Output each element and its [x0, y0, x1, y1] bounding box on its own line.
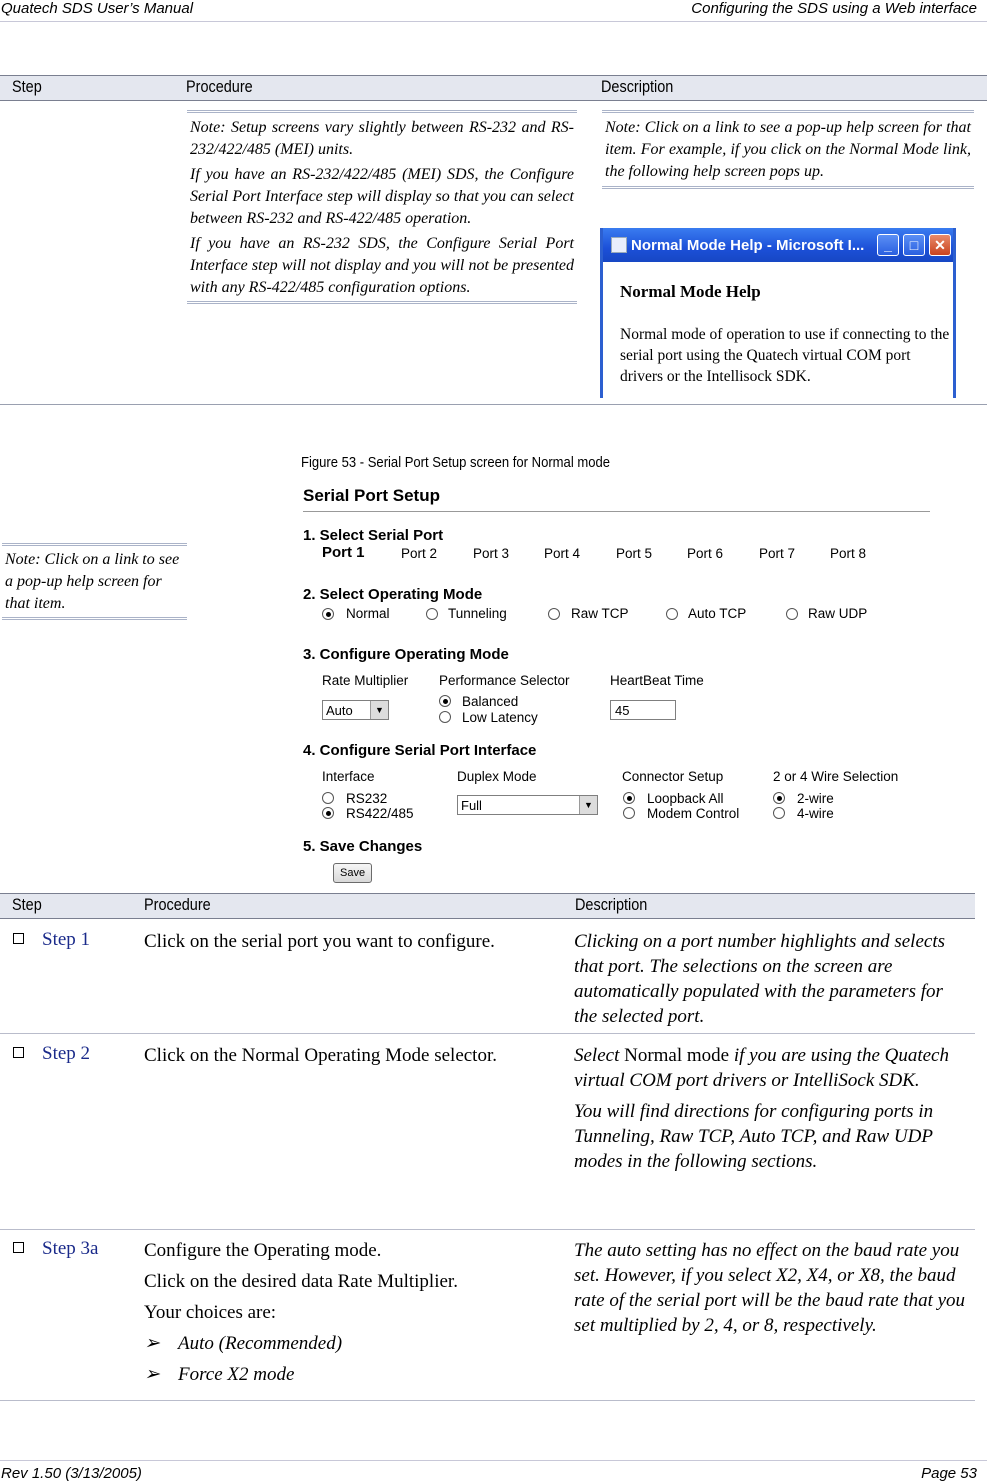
table-divider: [0, 404, 987, 405]
mode-link-auto-tcp[interactable]: Auto TCP: [688, 606, 747, 621]
step3-heading: 3. Configure Operating Mode: [303, 646, 509, 663]
procedure-line: Click on the desired data Rate Multiplier.: [144, 1271, 458, 1292]
step-procedure: Click on the serial port you want to configure.: [144, 931, 495, 952]
performance-radio-balanced[interactable]: [439, 695, 451, 707]
arrow-bullet-icon: ➢: [144, 1364, 160, 1385]
performance-option-balanced: Balanced: [462, 694, 519, 709]
mode-link-raw-udp[interactable]: Raw UDP: [808, 606, 868, 621]
connector-option-loopback: Loopback All: [647, 791, 724, 806]
col-description: Description: [601, 77, 674, 96]
duplex-mode-value: Full: [461, 798, 482, 813]
mode-link-normal[interactable]: Normal: [346, 606, 390, 621]
interface-radio-rs422[interactable]: [322, 807, 334, 819]
procedure-line: Configure the Operating mode.: [144, 1240, 382, 1261]
bullet-text: Auto (Recommended): [178, 1333, 343, 1354]
duplex-mode-label[interactable]: Duplex Mode: [457, 769, 537, 784]
interface-radio-rs232[interactable]: [322, 792, 334, 804]
connector-radio-modem[interactable]: [623, 807, 635, 819]
col-procedure: Procedure: [144, 895, 211, 914]
dropdown-arrow-icon: ▼: [579, 796, 597, 814]
step-checkbox-row[interactable]: [13, 929, 90, 951]
setup-title: Serial Port Setup: [303, 486, 440, 505]
popup-heading: Normal Mode Help: [620, 282, 761, 301]
row-divider: [0, 1033, 975, 1034]
help-popup-window: [600, 228, 956, 398]
step-procedure: [144, 1238, 554, 1393]
browser-icon: [611, 237, 627, 253]
description-paragraph: You will find directions for configuring ports in Tunneling, Raw TCP, Auto TCP, and Raw UDP modes in the following sections.: [574, 1101, 934, 1172]
mode-radio-normal[interactable]: [322, 608, 334, 620]
section-title: Configuring the SDS using a Web interface: [691, 0, 977, 17]
duplex-mode-select[interactable]: [457, 795, 598, 815]
step-description: The auto setting has no effect on the baud rate you set. However, if you select X2, X4, or X8, the baud rate of the serial port will be the baud rate that you set multiplied by 2, 4, or 8, respectively.: [574, 1240, 966, 1336]
figure-caption: Figure 53 - Serial Port Setup screen for Normal mode: [301, 454, 610, 471]
row-divider: [0, 1229, 975, 1230]
mode-link-raw-tcp[interactable]: Raw TCP: [571, 606, 629, 621]
steps-table-header: [0, 893, 975, 919]
note-paragraph: Note: Click on a link to see a pop-up help screen for that item.: [5, 551, 180, 612]
manual-title: Quatech SDS User’s Manual: [1, 0, 194, 17]
procedure-line: Your choices are:: [144, 1302, 277, 1323]
connector-radio-loopback[interactable]: [623, 792, 635, 804]
desc-text: if you are using the Quatech virtual COM port drivers or IntelliSock SDK.: [574, 1045, 949, 1091]
page-number: Page 53: [921, 1465, 977, 1482]
row-divider: [0, 1400, 975, 1401]
serial-port-setup-screen: [300, 482, 940, 888]
popup-body: Normal mode of operation to use if connecting to the serial port using the Quatech virtual COM port drivers or the Intellisock SDK.: [620, 326, 950, 385]
maximize-button[interactable]: □: [903, 234, 925, 256]
procedure-note: [187, 110, 577, 304]
checkbox-icon[interactable]: [13, 933, 24, 944]
bullet-text: Force X2 mode: [178, 1364, 295, 1385]
wire-radio-2wire[interactable]: [773, 792, 785, 804]
step1-heading: 1. Select Serial Port: [303, 527, 444, 544]
step-description: Clicking on a port number highlights and selects that port. The selections on the screen are automatically populated with the parameters for the selected port.: [574, 931, 946, 1027]
note-paragraph: Note: Setup screens vary slightly between RS-232 and RS-232/422/485 (MEI) units.: [190, 119, 574, 158]
heartbeat-input[interactable]: 45: [610, 700, 676, 720]
page-footer: [0, 1460, 987, 1484]
rate-multiplier-value: Auto: [326, 703, 353, 718]
heartbeat-label[interactable]: HeartBeat Time: [610, 673, 704, 688]
dropdown-arrow-icon: ▼: [370, 701, 388, 719]
description-paragraph: [574, 1043, 969, 1093]
desc-text: Normal mode: [619, 1045, 734, 1066]
step-checkbox-row[interactable]: [13, 1238, 98, 1260]
note-paragraph: If you have an RS-232/422/485 (MEI) SDS, the Configure Serial Port Interface step will display so that you can select between RS-232 and RS-422/485 operation.: [190, 166, 574, 227]
mode-radio-auto-tcp[interactable]: [666, 608, 678, 620]
side-note: [2, 543, 187, 620]
port-link[interactable]: Port 6: [687, 546, 724, 561]
top-table-header: [0, 75, 987, 101]
note-paragraph: Note: Click on a link to see a pop-up help screen for that item. For example, if you click on the Normal Mode link, the following help screen pops up.: [605, 119, 971, 180]
interface-option-rs422: RS422/485: [346, 806, 414, 821]
col-step: Step: [12, 77, 42, 96]
revision: Rev 1.50 (3/13/2005): [1, 1465, 142, 1482]
title-divider: [303, 511, 930, 512]
rate-multiplier-label[interactable]: Rate Multiplier: [322, 673, 409, 688]
step-label: Step 1: [42, 929, 91, 950]
description-note: [602, 110, 974, 189]
col-description: Description: [575, 895, 648, 914]
step5-heading: 5. Save Changes: [303, 838, 423, 855]
checkbox-icon[interactable]: [13, 1047, 24, 1058]
wire-option-4wire: 4-wire: [797, 806, 834, 821]
port-link[interactable]: Port 4: [544, 546, 581, 561]
performance-selector-label[interactable]: Performance Selector: [439, 673, 570, 688]
popup-title: Normal Mode Help - Microsoft I...: [631, 237, 865, 254]
port-link[interactable]: Port 2: [401, 546, 438, 561]
step-label: Step 2: [42, 1043, 91, 1064]
checkbox-icon[interactable]: [13, 1242, 24, 1253]
bullet-item: [144, 1331, 554, 1356]
close-button[interactable]: ✕: [929, 234, 951, 256]
bullet-item: [144, 1362, 554, 1387]
page-header: [0, 0, 987, 22]
wire-option-2wire: 2-wire: [797, 791, 834, 806]
port-link[interactable]: Port 8: [830, 546, 867, 561]
minimize-button[interactable]: _: [877, 234, 899, 256]
step-label: Step 3a: [42, 1238, 99, 1259]
step2-heading: 2. Select Operating Mode: [303, 586, 483, 603]
connector-setup-label[interactable]: Connector Setup: [622, 769, 724, 784]
port-link[interactable]: Port 5: [616, 546, 653, 561]
mode-radio-raw-udp[interactable]: [786, 608, 798, 620]
step4-heading: 4. Configure Serial Port Interface: [303, 742, 537, 759]
connector-option-modem: Modem Control: [647, 806, 740, 821]
mode-link-tunneling[interactable]: Tunneling: [448, 606, 507, 621]
popup-titlebar: [603, 228, 953, 262]
arrow-bullet-icon: ➢: [144, 1333, 160, 1354]
performance-option-low-latency: Low Latency: [462, 710, 538, 725]
mode-radio-tunneling[interactable]: [426, 608, 438, 620]
desc-text: Select: [574, 1045, 620, 1066]
save-button[interactable]: Save: [333, 863, 372, 883]
wire-radio-4wire[interactable]: [773, 807, 785, 819]
port-link[interactable]: Port 3: [473, 546, 510, 561]
step-description: [574, 1043, 969, 1180]
port-link[interactable]: Port 1: [322, 544, 365, 561]
step-checkbox-row[interactable]: [13, 1043, 90, 1065]
performance-radio-low-latency[interactable]: [439, 711, 451, 723]
interface-option-rs232: RS232: [346, 791, 388, 806]
rate-multiplier-select[interactable]: [322, 700, 389, 720]
col-procedure: Procedure: [186, 77, 253, 96]
mode-radio-raw-tcp[interactable]: [548, 608, 560, 620]
col-step: Step: [12, 895, 42, 914]
wire-selection-label[interactable]: 2 or 4 Wire Selection: [773, 769, 899, 784]
step-procedure: Click on the Normal Operating Mode selector.: [144, 1045, 497, 1066]
interface-label[interactable]: Interface: [322, 769, 375, 784]
port-link[interactable]: Port 7: [759, 546, 796, 561]
note-paragraph: If you have an RS-232 SDS, the Configure Serial Port Interface step will not display and you will not be presented with any RS-422/485 configuration options.: [190, 235, 574, 296]
